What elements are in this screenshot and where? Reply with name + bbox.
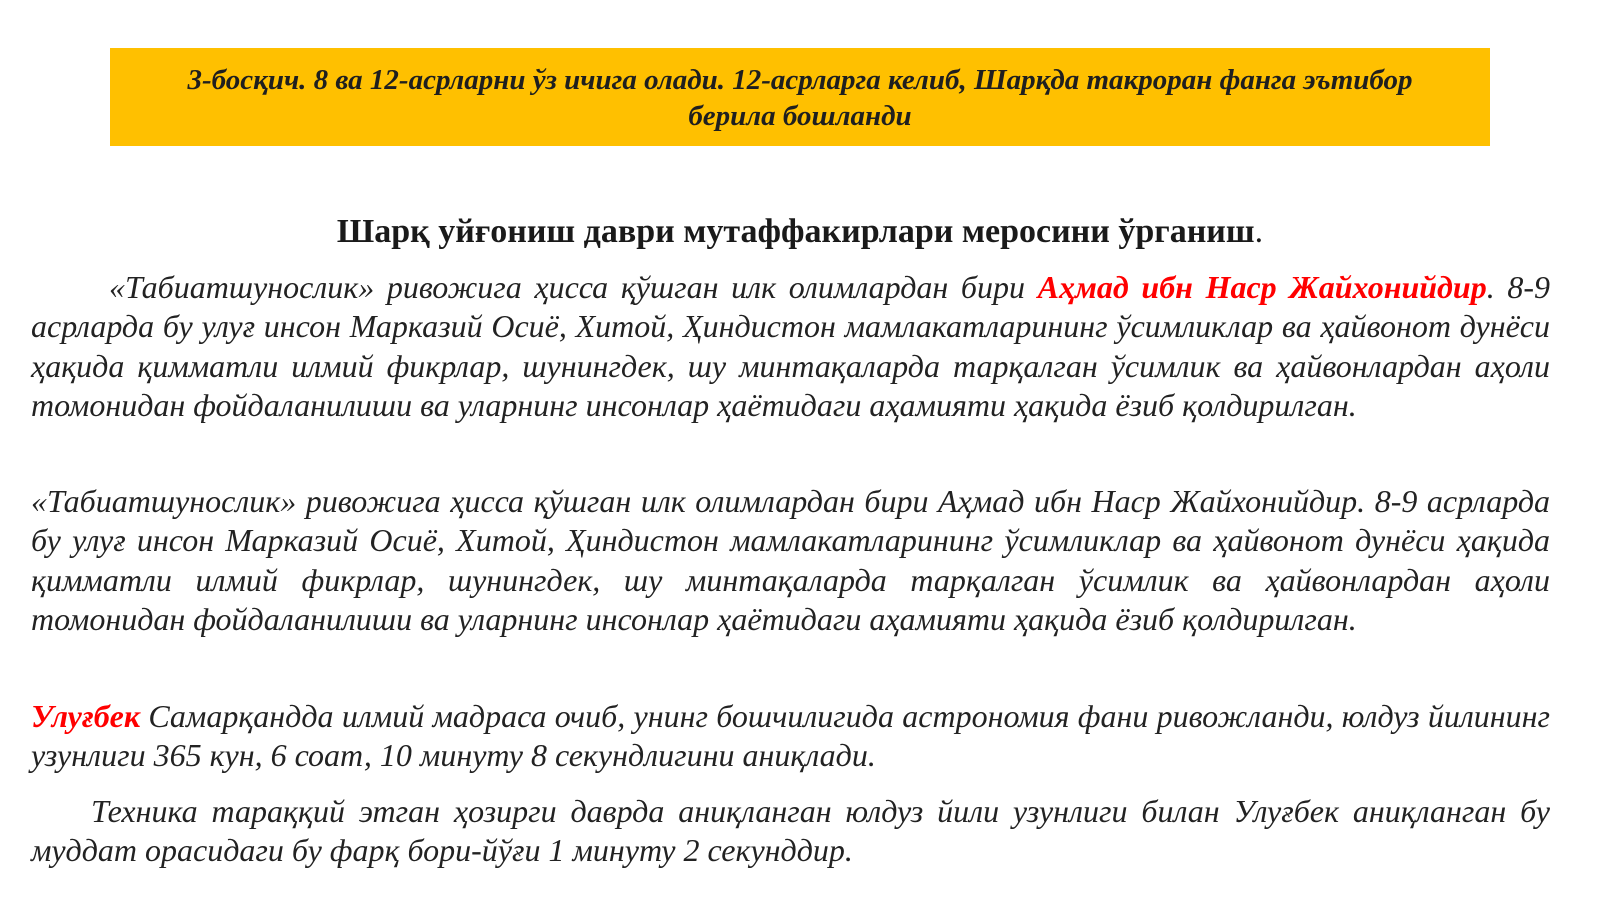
paragraph-ulugbek (31, 697, 1550, 776)
paragraph-year-difference (31, 792, 1550, 871)
paragraph-jayhoni-repeat-text: «Табиатшунослик» ривожига ҳисса қўшган илк олимлардан бири Аҳмад ибн Наср Жайхонийдир. 8-9 асрларда бу улуғ инсон Марказий Осиё, Хитой, Ҳиндистон мамлакатларининг ўсимликлар ва ҳайвонот дунёси ҳақида қимматли илмий фикрлар, шунингдек, шу минтақаларда тарқалган ўсимлик ва ҳайвонлардан аҳоли томонидан фойдаланилиши ва уларнинг инсонлар ҳаётидаги аҳамияти ҳақида ёзиб қолдирилган. (31, 483, 1550, 638)
paragraph-jayhoni-repeat (31, 482, 1550, 640)
section-heading-period: . (1254, 213, 1264, 250)
section-heading (0, 212, 1600, 252)
paragraph-year-difference-text: Техника тараққий этган ҳозирги даврда аниқланган юлдуз йили узунлиги билан Улуғбек аниқланган бу муддат орасидаги бу фарқ бори-йўғи 1 минуту 2 секунддир. (31, 793, 1550, 869)
paragraph-jayhoni (31, 268, 1550, 426)
stage-banner (110, 48, 1490, 146)
stage-banner-text: 3-босқич. 8 ва 12-асрларни ўз ичига олади. 12-асрларга келиб, Шарқда такроран фанга эътибор берила бошланди (187, 64, 1413, 132)
paragraph-ulugbek-body: Самарқандда илмий мадраса очиб, унинг бошчилигида астрономия фани ривожланди, юлдуз йилининг узунлиги 365 кун, 6 соат, 10 минуту 8 секундлигини аниқлади. (31, 698, 1550, 774)
scholar-name-ulugbek: Улуғбек (31, 698, 141, 734)
section-heading-text: Шарқ уйғониш даври мутаффакирлари меросини ўрганиш (336, 213, 1255, 250)
scholar-name-jayhoni: Аҳмад ибн Наср Жайхонийдир (1037, 269, 1487, 305)
paragraph-jayhoni-intro: «Табиатшунослик» ривожига ҳисса қўшган илк олимлардан бири (109, 269, 1038, 305)
paragraph-jayhoni-body: . 8-9 асрларда бу улуғ инсон Марказий Осиё, Хитой, Ҳиндистон мамлакатларининг ўсимликлар ва ҳайвонот дунёси ҳақида қимматли илмий фикрлар, шунингдек, шу минтақаларда тарқалган ўсимлик ва ҳайвонлардан аҳоли томонидан фойдаланилиши ва уларнинг инсонлар ҳаётидаги аҳамияти ҳақида ёзиб қолдирилган. (31, 269, 1551, 424)
